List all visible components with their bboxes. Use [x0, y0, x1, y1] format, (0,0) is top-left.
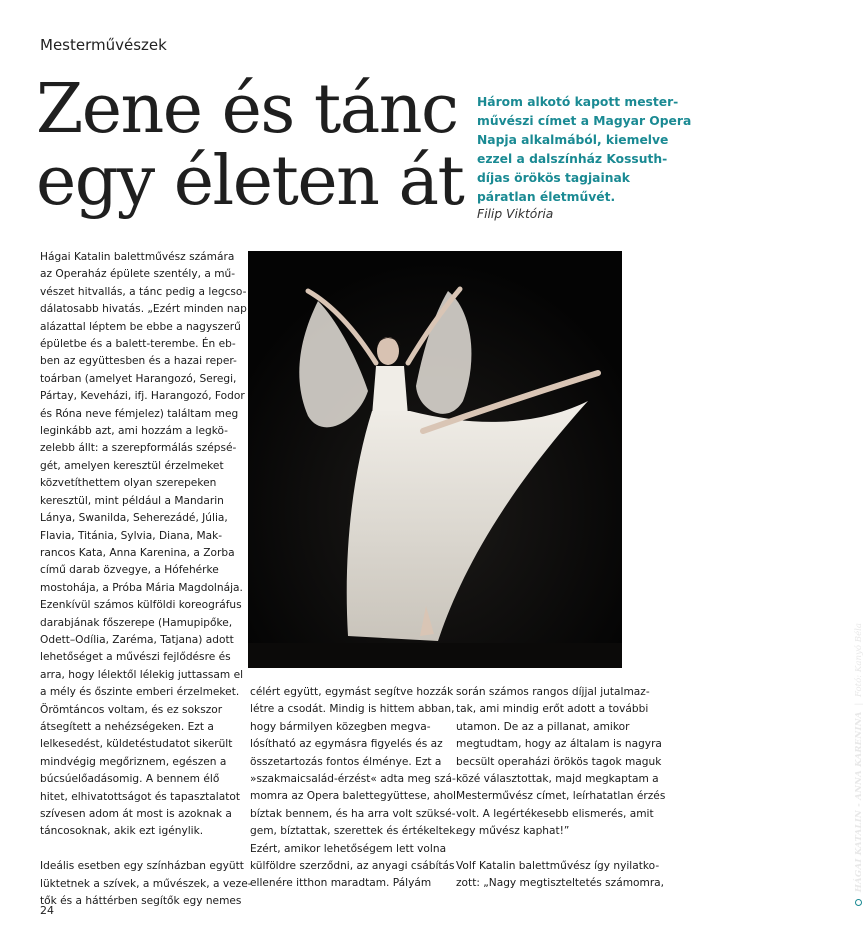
- body-line: Ezenkívül számos külföldi koreográfus: [40, 599, 242, 612]
- lead-line: páratlan életművét.: [477, 190, 616, 204]
- body-line: lehetőséget a művészi fejlődésre és: [40, 651, 231, 664]
- body-line: lósítható az egymásra figyelés és az: [250, 738, 443, 751]
- body-column-2: [250, 684, 459, 893]
- body-line: Mesterművész címet, leírhatatlan érzés: [456, 790, 666, 803]
- body-line: toárban (amelyet Harangozó, Seregi,: [40, 372, 237, 385]
- body-line: a mély és őszinte emberi érzelmeket.: [40, 686, 240, 699]
- body-line: megtudtam, hogy az általam is nagyra: [456, 738, 662, 751]
- body-line: Odett–Odília, Zaréma, Tatjana) adott: [40, 633, 234, 646]
- body-column-1: [40, 249, 252, 910]
- body-line: volt. A legértékesebb elismerés, amit: [456, 807, 654, 820]
- body-line: mindvégig megőriznem, egészen a: [40, 755, 227, 768]
- article-title-line-1: Zene és tánc: [36, 70, 458, 149]
- body-line: Pártay, Keveházi, ifj. Harangozó, Fodor: [40, 390, 245, 403]
- photo-credit: Fotó: Kanyó Béla: [854, 622, 864, 697]
- body-line: alázattal léptem be ebbe a nagyszerű: [40, 320, 241, 333]
- body-line: dálatosabb hivatás. „Ezért minden nap: [40, 303, 247, 316]
- body-line: külföldre szerződni, az anyagi csábítás: [250, 860, 455, 873]
- page-number: 24: [40, 904, 54, 917]
- body-line: Örömtáncos voltam, és ez sokszor: [40, 703, 223, 716]
- lead-line: díjas örökös tagjainak: [477, 171, 630, 185]
- body-line: zott: „Nagy megtiszteltetés számomra,: [456, 877, 665, 890]
- lead-line: művészi címet a Magyar Opera: [477, 114, 692, 128]
- dancer-illustration: [248, 251, 622, 668]
- body-column-3: [456, 684, 666, 893]
- body-line: hitet, elhivatottságot és tapasztalatot: [40, 790, 240, 803]
- body-line: bíztak bennem, és ha arra volt szüksé-: [250, 807, 456, 820]
- paragraph-gap: [456, 841, 666, 858]
- body-line: létre a csodát. Mindig is hittem abban,: [250, 703, 455, 716]
- paragraph-gap: [40, 841, 245, 858]
- body-line: közvetíthettem olyan szerepeken: [40, 477, 217, 490]
- section-label: Mesterművészek: [40, 36, 167, 54]
- photo-caption: [854, 623, 864, 906]
- body-line: ben az együttesben és a hazai reper-: [40, 355, 237, 368]
- body-line: Volf Katalin balettművész így nyilatko-: [456, 860, 660, 873]
- body-line: gét, amelyen keresztül érzelmeket: [40, 459, 224, 472]
- body-line: mostohája, a Próba Mária Magdolnája.: [40, 581, 243, 594]
- body-line: tak, ami mindig erőt adott a további: [456, 703, 649, 716]
- body-line: becsült operaházi örökös tagok maguk: [456, 755, 662, 768]
- body-line: szívesen adom át most is azoknak a: [40, 808, 232, 820]
- caption-bullet-icon: [855, 899, 862, 906]
- lead-paragraph: [477, 93, 727, 207]
- body-line: »szakmaicsalád-érzést« adta meg szá-: [250, 773, 456, 786]
- body-line: lelkesedést, küldetéstudatot sikerült: [40, 738, 233, 751]
- body-line: célért együtt, egymást segítve hozzák: [250, 686, 454, 698]
- lead-line: ezzel a dalszínház Kossuth-: [477, 152, 668, 166]
- body-line: tők és a háttérben segítők egy nemes: [40, 895, 242, 908]
- body-line: utamon. De az a pillanat, amikor: [456, 720, 630, 733]
- body-line: épületbe és a balett-terembe. Én eb-: [40, 338, 236, 351]
- body-line: Hágai Katalin balettművész számára: [40, 251, 235, 263]
- body-line: átsegített a nehézségeken. Ezt a: [40, 720, 214, 733]
- body-line: leginkább azt, ami hozzám a legkö-: [40, 425, 228, 438]
- body-line: rancos Kata, Anna Karenina, a Zorba: [40, 546, 235, 559]
- body-line: Ezért, amikor lehetőségem lett volna: [250, 842, 447, 855]
- body-line: arra, hogy lélektől lélekig juttassam el: [40, 668, 244, 681]
- body-line: darabjának főszerepe (Hamupipőke,: [40, 616, 233, 629]
- caption-name: HÁGAI KATALIN - ANNA KARENINA: [854, 711, 864, 893]
- lead-line: Napja alkalmából, kiemelve: [477, 133, 669, 147]
- body-line: Lánya, Swanilda, Seherezádé, Júlia,: [40, 512, 228, 525]
- body-line: az Operaház épülete szentély, a mű-: [40, 268, 236, 281]
- body-line: táncosoknak, akik ezt igénylik.: [40, 825, 204, 838]
- body-line: zelebb állt: a szerepformálás szépsé-: [40, 442, 237, 455]
- body-line: momra az Opera balettegyüttese, ahol: [250, 790, 456, 803]
- body-line: egy művész kaphat!”: [456, 825, 570, 838]
- caption-separator: |: [854, 702, 864, 706]
- body-line: vészet hitvallás, a tánc pedig a legcso-: [40, 285, 247, 298]
- body-line: Ideális esetben egy színházban együtt: [40, 860, 244, 873]
- article-title-line-2: egy életen át: [36, 142, 464, 221]
- body-line: című darab özvegye, a Hófehérke: [40, 564, 219, 577]
- body-line: közé választottak, majd megkaptam a: [456, 773, 659, 786]
- body-line: gem, bíztattak, szerettek és értékeltek.: [250, 825, 459, 838]
- body-line: összetartozás fontos élménye. Ezt a: [250, 755, 442, 768]
- body-line: során számos rangos díjjal jutalmaz-: [456, 686, 650, 698]
- body-line: hogy bármilyen közegben megva-: [250, 720, 431, 733]
- body-line: keresztül, mint például a Mandarin: [40, 494, 224, 507]
- lead-line: Három alkotó kapott mester-: [477, 95, 679, 109]
- body-line: ellenére itthon maradtam. Pályám: [250, 877, 432, 890]
- body-line: és Róna neve fémjelez) találtam meg: [40, 407, 239, 420]
- body-line: lüktetnek a szívek, a művészek, a veze-: [40, 877, 252, 890]
- body-line: búcsúelőadásomig. A bennem élő: [40, 773, 220, 786]
- article-title: [36, 70, 464, 221]
- body-line: Flavia, Titánia, Sylvia, Diana, Mak-: [40, 529, 223, 542]
- author-byline: Filip Viktória: [477, 207, 554, 221]
